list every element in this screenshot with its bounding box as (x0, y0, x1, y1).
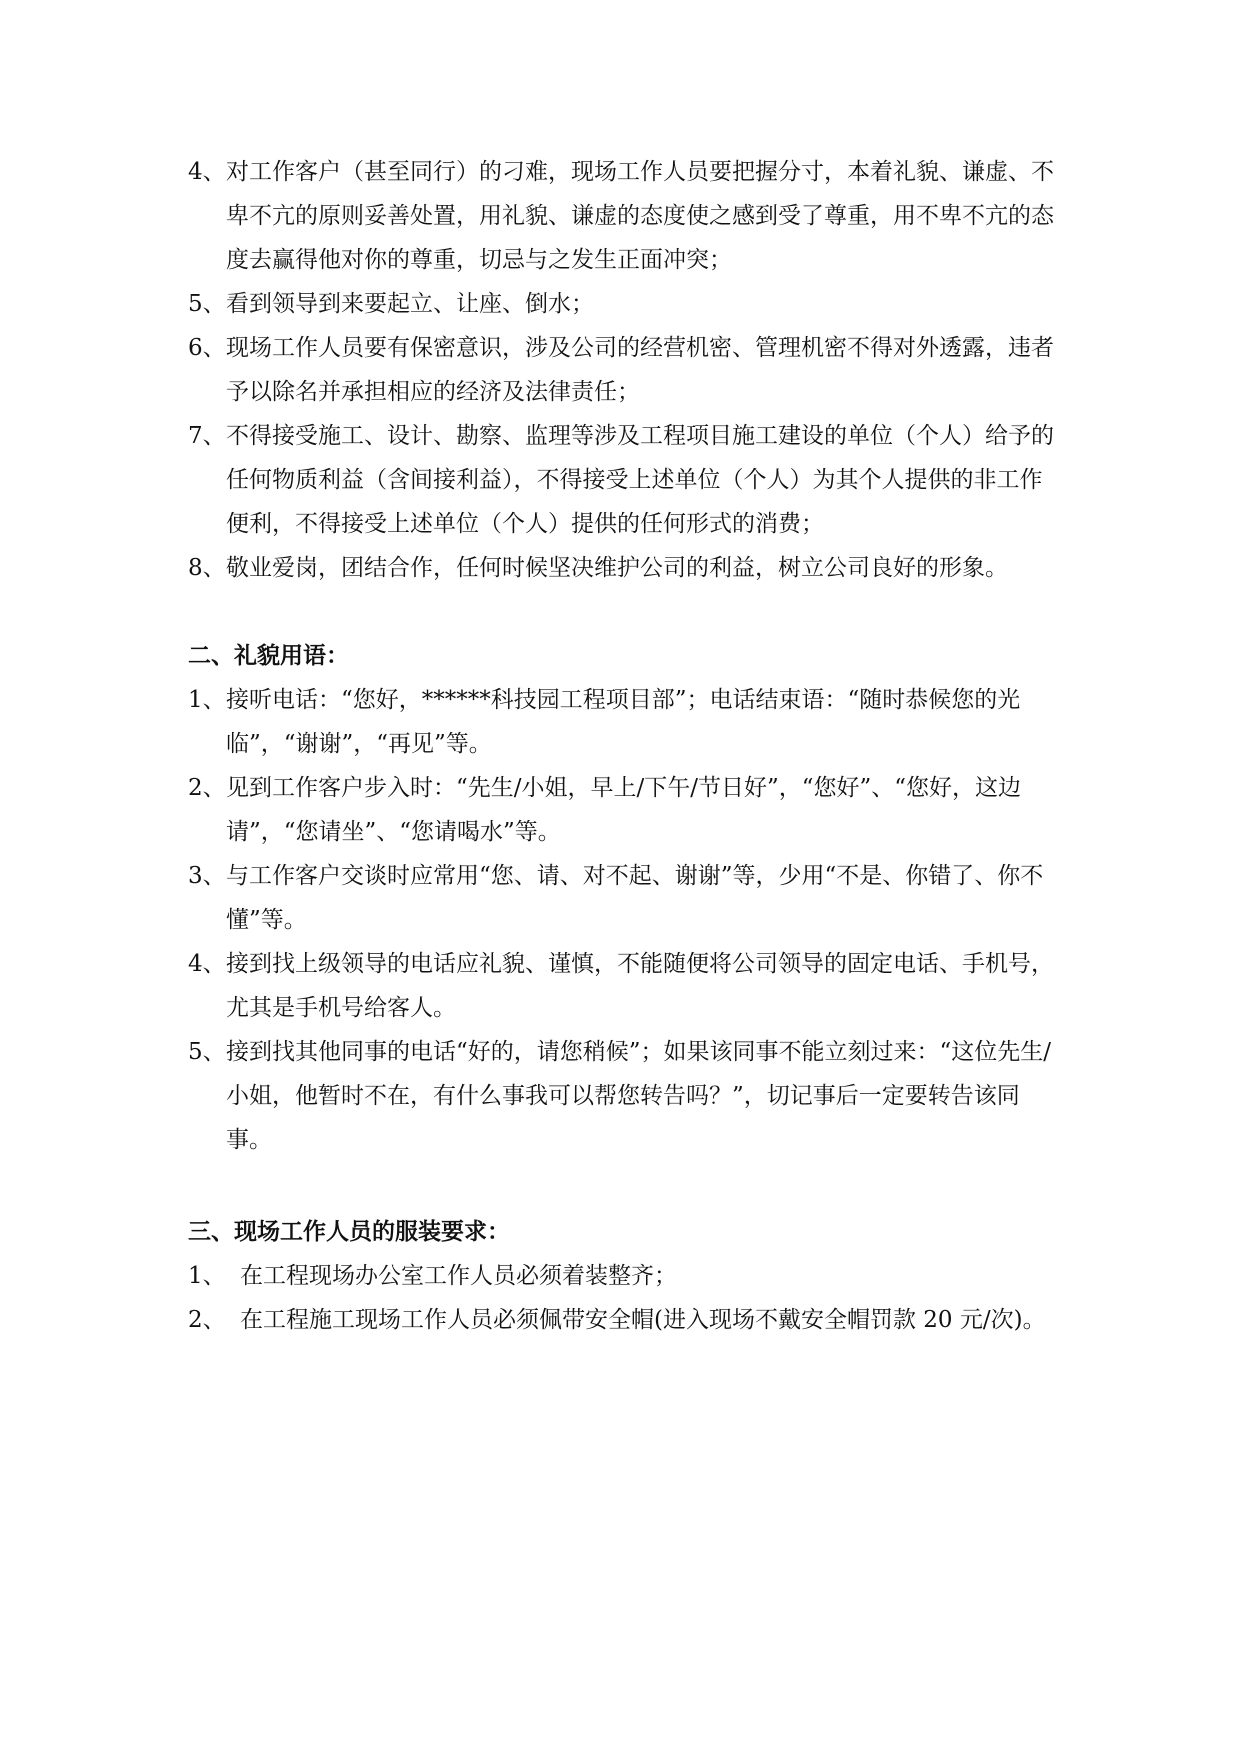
item-number: 1、 (188, 687, 226, 713)
list-item (188, 766, 1058, 854)
rules-list (188, 150, 1058, 590)
item-number: 6、 (188, 335, 226, 361)
document-page (188, 150, 1058, 1342)
item-text: 与工作客户交谈时应常用“您、请、对不起、谢谢”等，少用“不是、你错了、你不懂”等。 (226, 863, 1044, 933)
item-text: 不得接受施工、设计、勘察、监理等涉及工程项目施工建设的单位（个人）给予的任何物质利益（含间接利益），不得接受上述单位（个人）为其个人提供的非工作便利，不得接受上述单位（个人）提供的任何形式的消费； (226, 423, 1054, 537)
item-text: 看到领导到来要起立、让座、倒水； (226, 291, 594, 317)
item-number: 2、 (188, 775, 226, 801)
list-item (188, 1298, 1058, 1342)
item-text: 对工作客户（甚至同行）的刁难，现场工作人员要把握分寸，本着礼貌、谦虚、不卑不亢的原则妥善处置，用礼貌、谦虚的态度使之感到受了尊重，用不卑不亢的态度去赢得他对你的尊重，切忌与之发生正面冲突； (226, 159, 1054, 273)
item-text: 在工程现场办公室工作人员必须着装整齐； (240, 1263, 677, 1289)
item-number: 2、 (188, 1307, 226, 1333)
item-number: 5、 (188, 1039, 226, 1065)
list-item (188, 854, 1058, 942)
section-spacer (188, 590, 1058, 634)
item-text: 接听电话：“您好，******科技园工程项目部”；电话结束语：“随时恭候您的光临”，“谢谢”，“再见”等。 (226, 687, 1021, 757)
list-item (188, 326, 1058, 414)
item-number: 8、 (188, 555, 226, 581)
item-number: 4、 (188, 951, 226, 977)
list-item (188, 1030, 1058, 1162)
list-item (188, 282, 1058, 326)
item-number: 7、 (188, 423, 226, 449)
section-heading-courtesy: 二、礼貌用语： (188, 643, 349, 669)
item-number: 1、 (188, 1263, 226, 1289)
item-number: 3、 (188, 863, 226, 889)
item-text: 在工程施工现场工作人员必须佩带安全帽(进入现场不戴安全帽罚款 20 元/次)。 (240, 1307, 1046, 1333)
list-item (188, 1254, 1058, 1298)
section-heading-dress-code: 三、现场工作人员的服装要求： (188, 1219, 510, 1245)
item-text: 敬业爱岗，团结合作，任何时候坚决维护公司的利益，树立公司良好的形象。 (226, 555, 1008, 581)
item-number: 4、 (188, 159, 226, 185)
item-number: 5、 (188, 291, 226, 317)
dress-code-list (188, 1254, 1058, 1342)
section-spacer (188, 1162, 1058, 1210)
list-item (188, 414, 1058, 546)
courtesy-list (188, 678, 1058, 1162)
list-item (188, 942, 1058, 1030)
list-item (188, 546, 1058, 590)
item-text: 现场工作人员要有保密意识，涉及公司的经营机密、管理机密不得对外透露，违者予以除名并承担相应的经济及法律责任； (226, 335, 1054, 405)
list-item (188, 150, 1058, 282)
item-text: 接到找其他同事的电话“好的，请您稍候”；如果该同事不能立刻过来：“这位先生/小姐，他暂时不在，有什么事我可以帮您转告吗？”，切记事后一定要转告该同事。 (226, 1039, 1052, 1153)
list-item (188, 678, 1058, 766)
item-text: 接到找上级领导的电话应礼貌、谨慎，不能随便将公司领导的固定电话、手机号，尤其是手机号给客人。 (226, 951, 1054, 1021)
item-text: 见到工作客户步入时：“先生/小姐，早上/下午/节日好”，“您好”、“您好，这边请”，“您请坐”、“您请喝水”等。 (226, 775, 1022, 845)
